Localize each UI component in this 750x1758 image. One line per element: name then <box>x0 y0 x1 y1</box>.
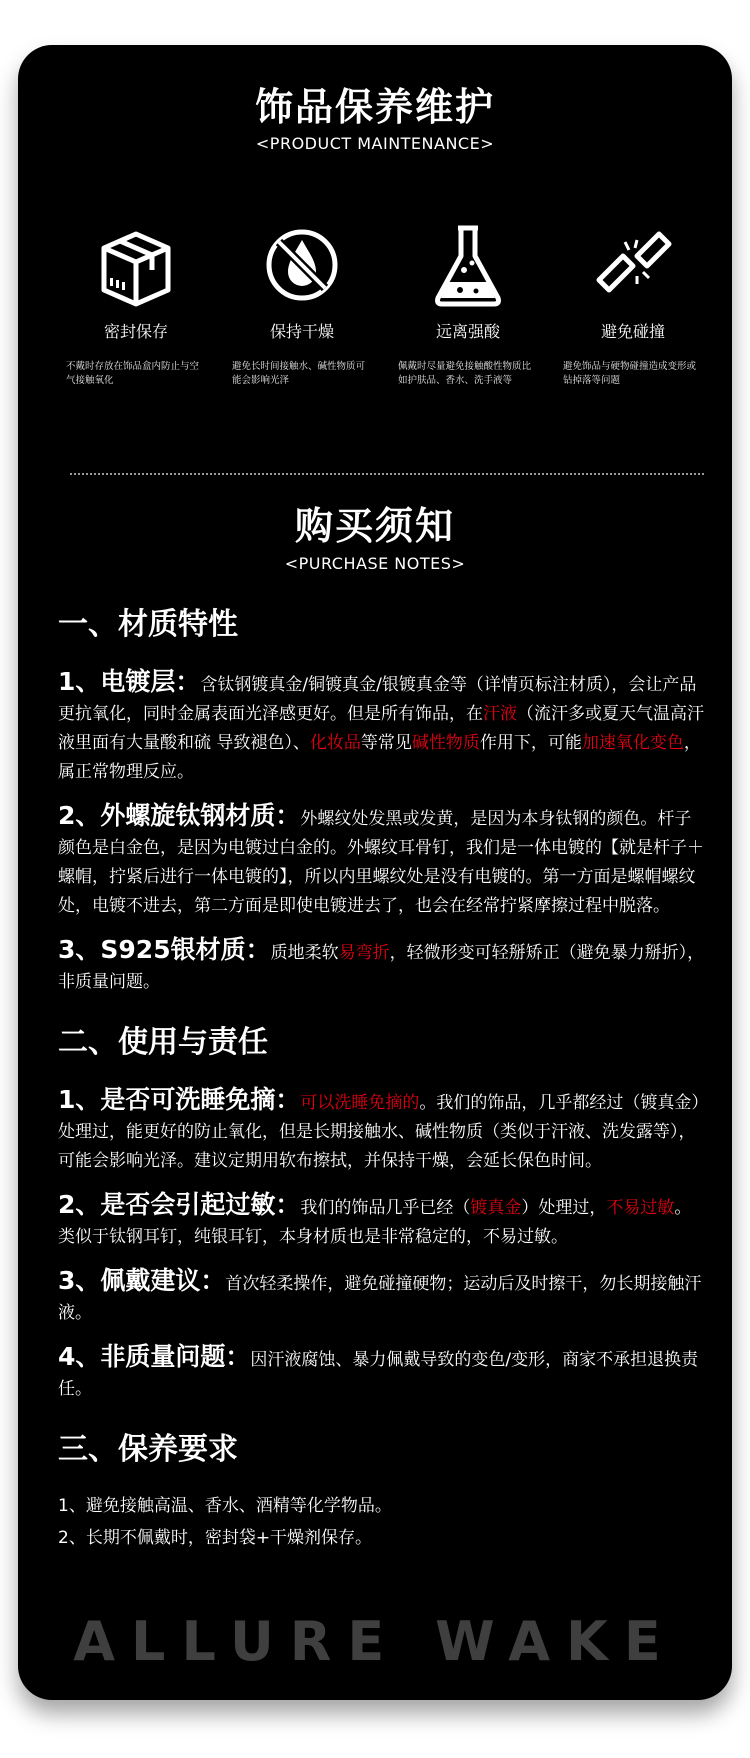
item-label: 远离强酸 <box>435 322 500 341</box>
section2-heading: 二、使用与责任 <box>58 1025 268 1060</box>
list-item: 1、避免接触高温、香水、酒精等化学物品。 <box>58 1496 392 1516</box>
dotted-divider <box>70 473 704 475</box>
flask-icon <box>428 220 508 310</box>
list-item: 2、长期不佩戴时，密封袋+干燥剂保存。 <box>58 1528 373 1548</box>
para-lead: 1、电镀层： <box>58 667 201 696</box>
maintenance-item <box>378 220 558 388</box>
item-desc: 佩戴时尽量避免接触酸性物质比如护肤品、香水、洗手液等 <box>398 361 532 386</box>
section1-paragraph-2: 2、外螺旋钛钢材质：外螺纹处发黑或发黄，是因为本身钛钢的颜色。杆子颜色是白金色，是因为电镀过白金的。外螺纹耳骨钉，我们是一体电镀的【就是杆子＋螺帽，拧紧后进行一体电镀的】，所以内里螺纹处是没有电镀的。第一方面是螺帽螺纹处，电镀不进去，第二方面是即使电镀进去了，也会在经常拧紧摩擦过程中脱落。 <box>58 801 704 916</box>
purchase-content <box>58 605 708 1554</box>
highlight: 镀真金 <box>470 1198 522 1218</box>
section2-paragraph-1: 1、是否可洗睡免摘：可以洗睡免摘的。我们的饰品，几乎都经过（镀真金）处理过，能更好的防止氧化，但是长期接触水、碱性物质（类似于汗液、洗发露等），可能会影响光泽。建议定期用软布擦拭，并保持干燥，会延长保色时间。 <box>58 1085 700 1171</box>
maintenance-icons <box>18 220 732 430</box>
section2-paragraph-3: 3、佩戴建议：首次轻柔操作，避免碰撞硬物；运动后及时擦干，勿长期接触汗液。 <box>58 1266 702 1323</box>
section2-paragraph-4: 4、非质量问题：因汗液腐蚀、暴力佩戴导致的变色/变形，商家不承担退换责任。 <box>58 1342 699 1399</box>
highlight: 加速氧化变色 <box>581 733 684 753</box>
item-label: 保持干燥 <box>269 322 334 341</box>
item-desc: 不戴时存放在饰品盒内防止与空气接触氧化 <box>66 361 200 386</box>
item-label: 密封保存 <box>103 322 168 341</box>
maintenance-title: 饰品保养维护 <box>254 85 495 129</box>
no-water-drop-icon <box>262 220 342 310</box>
highlight: 不易过敏 <box>606 1198 675 1218</box>
section1-paragraph-3: 3、S925银材质：质地柔软易弯折，轻微形变可轻掰矫正（避免暴力掰折），非质量问题。 <box>58 935 705 992</box>
highlight: 可以洗睡免摘的 <box>300 1093 420 1113</box>
highlight: 易弯折 <box>338 943 390 963</box>
info-card <box>18 45 732 1700</box>
maintenance-subtitle: <PRODUCT MAINTENANCE> <box>255 134 495 153</box>
section2-paragraph-2: 2、是否会引起过敏：我们的饰品几乎已经（镀真金）处理过，不易过敏。类似于钛钢耳钉，纯银耳钉，本身材质也是非常稳定的，不易过敏。 <box>58 1190 692 1247</box>
item-desc: 避免饰品与硬物碰撞造成变形或钻掉落等问题 <box>563 361 697 386</box>
para-lead: 2、外螺旋钛钢材质： <box>58 801 301 830</box>
maintenance-item <box>212 220 392 388</box>
highlight: 汗液 <box>483 704 517 724</box>
item-label: 避免碰撞 <box>600 322 665 341</box>
para-lead: 4、非质量问题： <box>58 1342 251 1371</box>
item-desc: 避免长时间接触水、碱性物质可能会影响光泽 <box>232 361 366 386</box>
maintenance-item <box>543 220 723 388</box>
section3-heading: 三、保养要求 <box>58 1432 238 1467</box>
para-lead: 2、是否会引起过敏： <box>58 1190 301 1219</box>
section1-heading: 一、材质特性 <box>58 607 238 642</box>
section1-paragraph-1: 1、电镀层：含钛钢镀真金/铜镀真金/银镀真金等（详情页标注材质），会让产品更抗氧化，同时金属表面光泽感更好。但是所有饰品，在汗液（流汗多或夏天气温高汗液里面有大量酸和硫 导致褪色）、化妆品等常见碱性物质作用下，可能加速氧化变色，属正常物理反应。 <box>58 667 704 782</box>
brand-wordmark: ALLURE WAKE <box>73 1610 677 1673</box>
maintenance-item <box>46 220 226 388</box>
para-lead: 3、佩戴建议： <box>58 1266 226 1295</box>
purchase-subtitle: <PURCHASE NOTES> <box>284 554 466 573</box>
para-lead: 1、是否可洗睡免摘： <box>58 1085 301 1114</box>
box-icon <box>96 220 176 310</box>
broken-chain-icon <box>593 220 673 310</box>
para-lead: 3、S925银材质： <box>58 935 271 964</box>
highlight: 化妆品 <box>309 733 361 753</box>
highlight: 碱性物质 <box>411 733 480 753</box>
purchase-title: 购买须知 <box>294 504 455 548</box>
